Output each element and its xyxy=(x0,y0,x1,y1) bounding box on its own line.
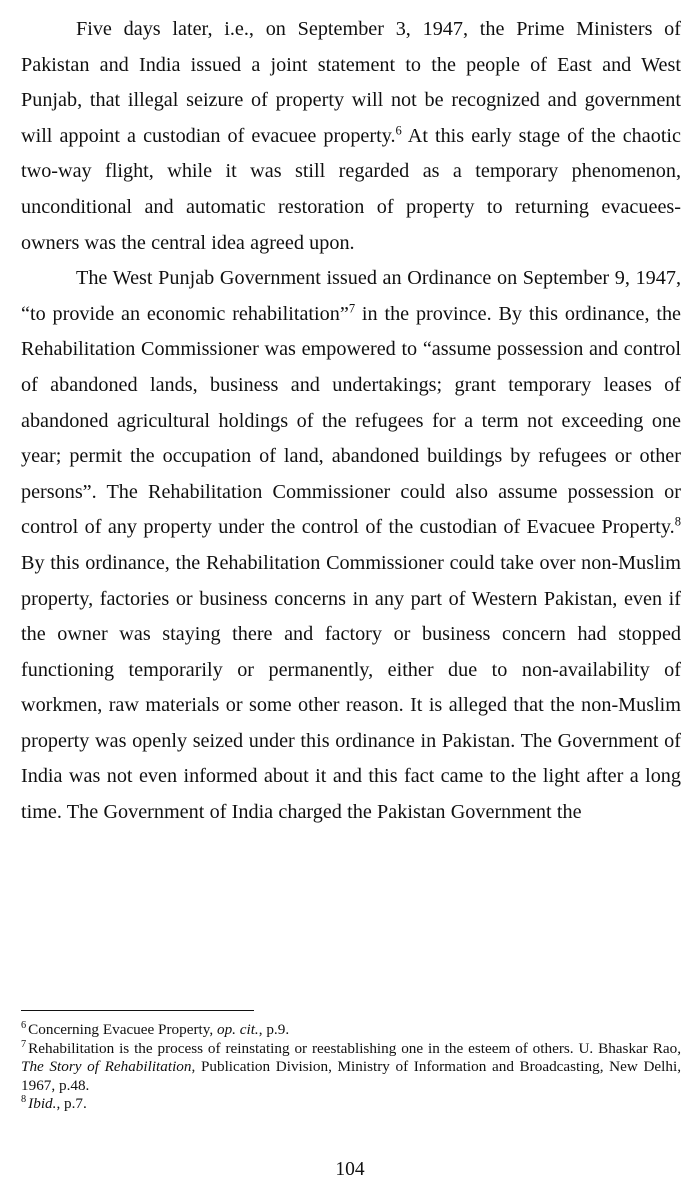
footnote-marker-6[interactable]: 6 xyxy=(395,123,402,138)
paragraph-second xyxy=(21,261,681,831)
footnote-block xyxy=(21,1021,681,1114)
footnote-6-italic: op. cit. xyxy=(216,1021,259,1038)
footnote-6-text-b: , p.9. xyxy=(258,1021,290,1038)
footnote-number-6: 6 xyxy=(21,1019,27,1031)
paragraph-1-continued-text: At this early stage of the chaotic two-way flight, while it was still regarded as a temporary phenomenon, unconditional and automatic restoration of property to returning evacuees-owners was the central idea agreed upon. xyxy=(21,124,681,254)
footnote-number-7: 7 xyxy=(21,1038,27,1050)
paragraph-2-text-a: The West Punjab Government issued an Ordinance on September 9, 1947, “to provide an economic rehabilitation” xyxy=(21,267,681,325)
footnote-item-7 xyxy=(21,1040,681,1096)
paragraph-2-text-c: By this ordinance, the Rehabilitation Commissioner could take over non-Muslim property, factories or business concerns in any part of Western Pakistan, even if the owner was staying there and factory or business concern had stopped functioning temporarily or permanently, either due to non-availability of workmen, raw materials or some other reason. It is alleged that the non-Muslim property was openly seized under this ordinance in Pakistan. The Government of India was not even informed about it and this fact came to the light after a long time. The Government of India charged the Pakistan Government the xyxy=(21,551,681,824)
paragraph-2-text-b: in the province. By this ordinance, the Rehabilitation Commissioner was empowered to “assume possession and control of abandoned lands, business and undertakings; grant temporary leases of abandoned agricultural holdings of the refugees for a term not exceeding one year; permit the occupation of land, abandoned buildings by refugees or other persons”. The Rehabilitation Commissioner could also assume possession or control of any property under the control of the custodian of Evacuee Property. xyxy=(21,302,682,539)
page-number: 104 xyxy=(335,1159,365,1180)
paragraph-first xyxy=(21,12,681,261)
footnote-8-text-b: , p.7. xyxy=(56,1095,87,1113)
paragraph-1-text: Five days later, i.e., on September 3, 1947, the Prime Ministers of Pakistan and India issued a joint statement to the people of East and West Punjab, that illegal seizure of property will not be recognized and government will appoint a custodian of evacuee property. xyxy=(21,18,681,147)
footnote-7-text-b: , Publication Division, Ministry of Information and Broadcasting, New Delhi, 1967, p.48. xyxy=(21,1058,681,1094)
footnote-6-text-a: Concerning Evacuee Property, xyxy=(28,1021,217,1038)
footnote-number-8: 8 xyxy=(21,1094,27,1106)
body-text-block xyxy=(21,12,681,831)
footnote-7-italic-title: The Story of Rehabilitation xyxy=(21,1058,192,1076)
footnote-item-6 xyxy=(21,1021,681,1040)
footnote-separator-rule xyxy=(21,1010,254,1011)
footnote-marker-8[interactable]: 8 xyxy=(674,514,681,529)
footnote-7-text-a: Rehabilitation is the process of reinstating or reestablishing one in the esteem of others. U. Bhaskar Rao, xyxy=(28,1039,681,1057)
footnote-item-8 xyxy=(21,1095,681,1114)
footnote-marker-7[interactable]: 7 xyxy=(348,301,356,316)
footnote-8-italic: Ibid. xyxy=(28,1095,57,1113)
